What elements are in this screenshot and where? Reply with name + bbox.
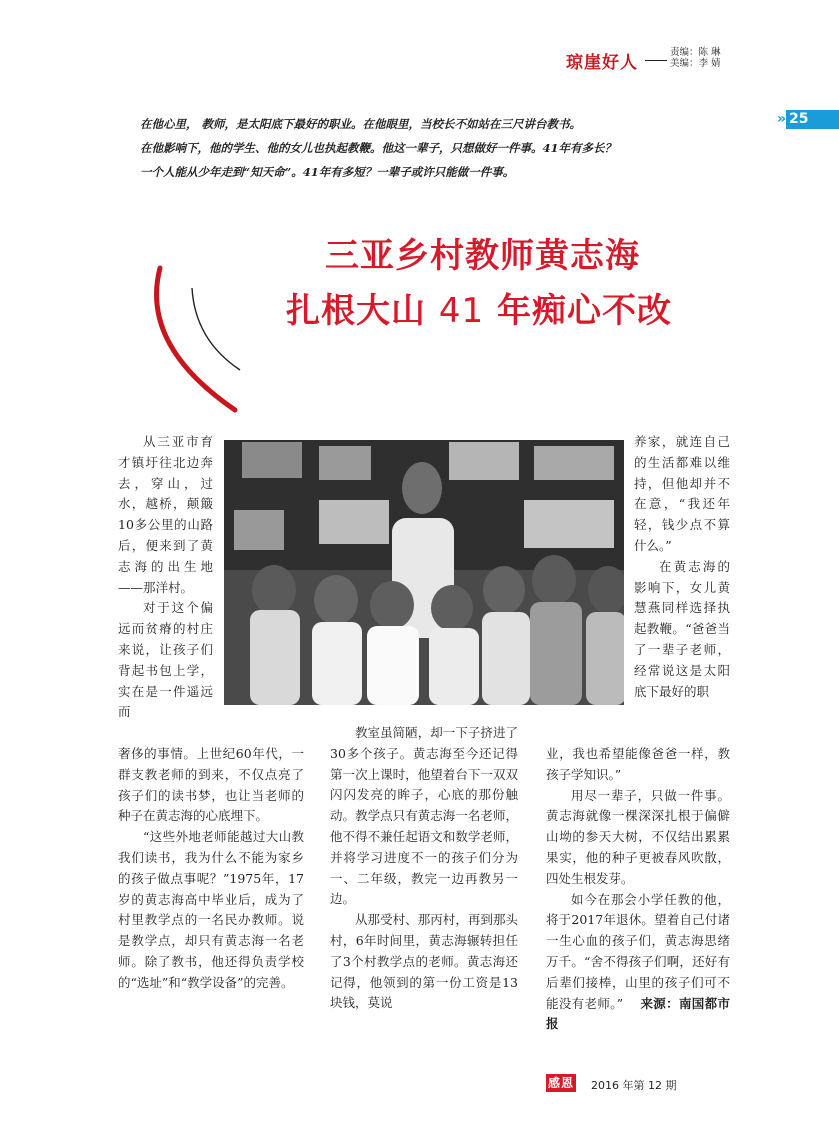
- paragraph: 从那受村、那丙村，再到那头村，6年时间里，黄志海辗转担任了3个村教学点的老师。黄志海还记得，他领到的第一份工资是13块钱，莫说: [330, 912, 518, 1011]
- designer-name: 美编：李 婧: [670, 58, 721, 69]
- headline-part: 扎根大山: [286, 291, 426, 331]
- paragraph: 从三亚市育才镇圩往北边奔去，穿山，过水，越桥，颠簸10多公里的山路后，便来到了黄志海的出生地——那洋村。: [118, 434, 213, 595]
- paragraph: 养家，就连自己的生活都难以维持，但他却并不在意，“我还年轻，钱少点不算什么。”: [634, 434, 730, 553]
- paragraph-text: 如今在那会小学任教的他，将于2017年退休。望着自己付诸一生心血的孩子们，黄志海思绪万千。“舍不得孩子们啊，还好有后辈们接棒，山里的孩子们可不能没有老师。”: [546, 891, 730, 1011]
- page-number: 25: [789, 111, 809, 127]
- article-photo: [224, 440, 624, 705]
- intro-line: 一个人能从少年走到“知天命”。41年有多短？一辈子或许只能做一件事。: [140, 165, 515, 179]
- page-number-tag: [777, 110, 839, 130]
- editor-name: 责编：陈 琳: [670, 47, 721, 58]
- intro-line: 在他影响下，他的学生、他的女儿也执起教鞭。他这一辈子，只想做好一件事。41年有多长？: [140, 141, 616, 155]
- article-column-2: [330, 723, 518, 1014]
- photo-teacher-with-students: [224, 440, 624, 705]
- paragraph: “这些外地老师能越过大山教我们读书，我为什么不能为家乡的孩子做点事呢？”1975年，17岁的黄志海高中毕业后，成为了村里教学点的一名民办教师。说是教学点，却只有黄志海一名老师。除了教书，他还得负责学校的“选址”和“教学设备”的完善。: [118, 829, 304, 990]
- intro-line: 在他心里， 教师，是太阳底下最好的职业。在他眼里，当校长不如站在三尺讲台教书。: [140, 117, 581, 131]
- paragraph: [546, 890, 730, 1036]
- paragraph: 用尽一辈子，只做一件事。黄志海就像一棵深深扎根于偏僻山坳的参天大树，不仅结出累累果实，他的种子更被春风吹散，四处生根发芽。: [546, 787, 730, 886]
- headline-number: 41: [438, 291, 485, 331]
- article-column-1-top: [118, 432, 213, 723]
- issue-number: 2016 年第 12 期: [591, 1079, 677, 1092]
- magazine-logo: 感恩: [547, 1076, 574, 1090]
- double-chevron-icon: »: [777, 111, 787, 127]
- article-column-3-bottom: [546, 744, 730, 1035]
- article-source: 来源：南国都市报: [546, 995, 730, 1032]
- intro-paragraph: [140, 112, 720, 184]
- paragraph: 奢侈的事情。上世纪60年代，一群支教老师的到来，不仅点亮了孩子们的读书梦，也让当老师的种子在黄志海的心底埋下。: [118, 746, 304, 824]
- section-title: 琼崖好人: [566, 53, 638, 73]
- editor-credits: [670, 47, 721, 69]
- paragraph: 教室虽简陋，却一下子挤进了30多个孩子。黄志海至今还记得第一次上课时，他望着台下一双双闪闪发亮的眸子，心底的那份触动。教学点只有黄志海一名老师，他不得不兼任起语文和数学老师，并将学习进度不一的孩子们分为一、二年级，教完一边再教另一边。: [330, 725, 518, 907]
- paragraph: 对于这个偏远而贫瘠的村庄来说，让孩子们背起书包上学，实在是一件遥远而: [118, 600, 213, 720]
- headline-line-1: 三亚乡村教师黄志海: [325, 236, 640, 276]
- article-column-1-bottom: [118, 744, 304, 994]
- paragraph: 在黄志海的影响下，女儿黄慧燕同样选择执起教鞭。“爸爸当了一辈子老师，经常说这是太阳底下最好的职: [634, 558, 730, 699]
- decorative-arcs: [130, 250, 280, 420]
- paragraph: 业，我也希望能像爸爸一样，教孩子学知识。”: [546, 746, 730, 782]
- header-divider: [645, 60, 667, 61]
- article-column-3-top: [634, 432, 730, 702]
- headline-part: 年痴心不改: [496, 291, 672, 331]
- headline-line-2: [286, 283, 672, 332]
